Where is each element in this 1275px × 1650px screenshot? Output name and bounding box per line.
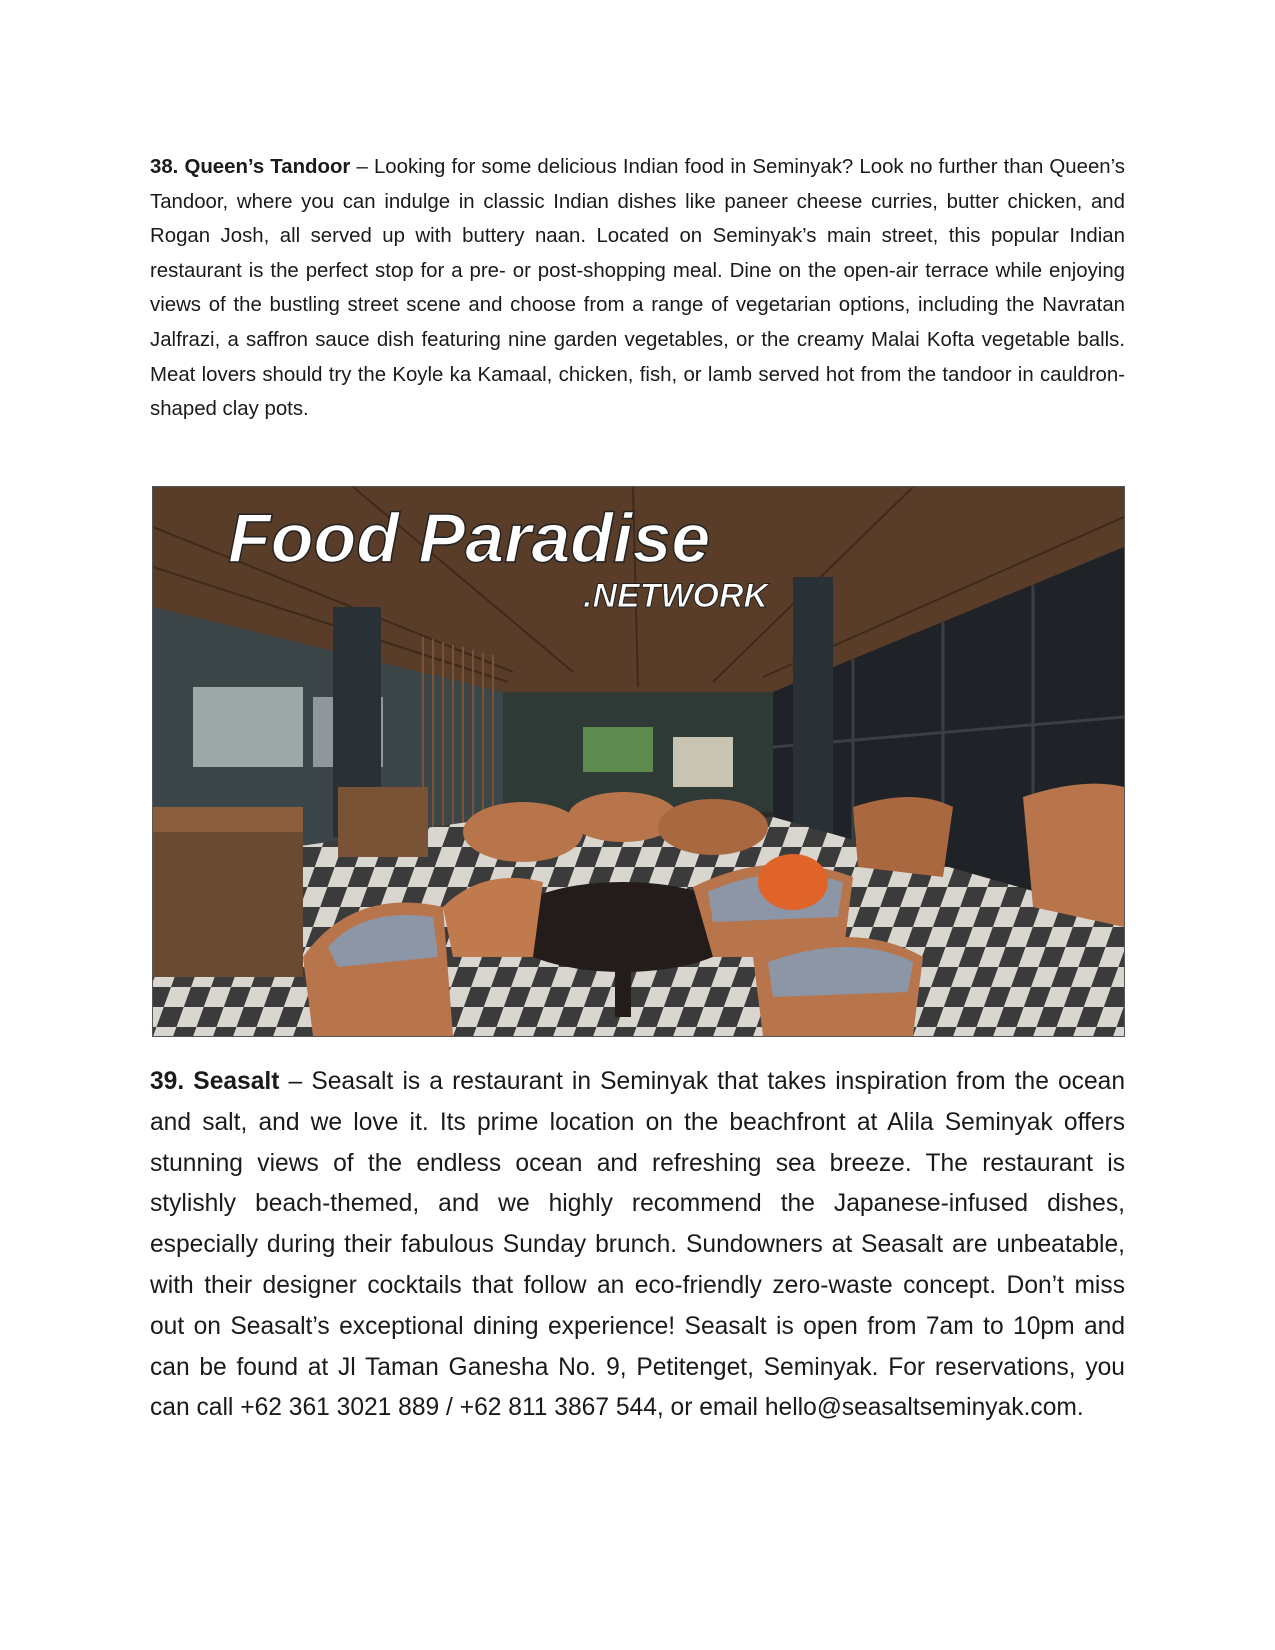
entry-dash: – xyxy=(350,156,374,178)
entry-queens-tandoor xyxy=(150,150,1125,427)
watermark-line1: Food Paradise xyxy=(228,499,711,577)
entry-dash: – xyxy=(279,1068,312,1095)
restaurant-photo xyxy=(152,486,1125,1037)
entry-seasalt xyxy=(150,1062,1125,1429)
entry-title: 39. Seasalt xyxy=(150,1068,280,1095)
restaurant-interior-illustration xyxy=(153,487,1124,1036)
entry-title: 38. Queen’s Tandoor xyxy=(150,156,351,178)
entry-body: Looking for some delicious Indian food in Seminyak? Look no further than Queen’s Tandoor, where you can indulge in classic Indian dishes like paneer cheese curries, butter chicken, and Rogan Josh, all served up with buttery naan. Located on Seminyak’s main street, this popular Indian restaurant is the perfect stop for a pre- or post-shopping meal. Dine on the open-air terrace while enjoying views of the bustling street scene and choose from a range of vegetarian options, including the Navratan Jalfrazi, a saffron sauce dish featuring nine garden vegetables, or the creamy Malai Kofta vegetable balls. Meat lovers should try the Koyle ka Kamaal, chicken, fish, or lamb served hot from the tandoor in cauldron-shaped clay pots. xyxy=(150,156,1126,421)
entry-body: Seasalt is a restaurant in Seminyak that takes inspiration from the ocean and salt, and we love it. Its prime location on the beachfront at Alila Seminyak offers stunning views of the endless ocean and refreshing sea breeze. The restaurant is stylishly beach-themed, and we highly recommend the Japanese-infused dishes, especially during their fabulous Sunday brunch. Sundowners at Seasalt are unbeatable, with their designer cocktails that follow an eco-friendly zero-waste concept. Don’t miss out on Seasalt’s exceptional dining experience! Seasalt is open from 7am to 10pm and can be found at Jl Taman Ganesha No. 9, Petitenget, Seminyak. For reservations, you can call +62 361 3021 889 / +62 811 3867 544, or email hello@seasaltseminyak.com. xyxy=(150,1068,1125,1422)
watermark-line2: .NETWORK xyxy=(583,577,769,615)
